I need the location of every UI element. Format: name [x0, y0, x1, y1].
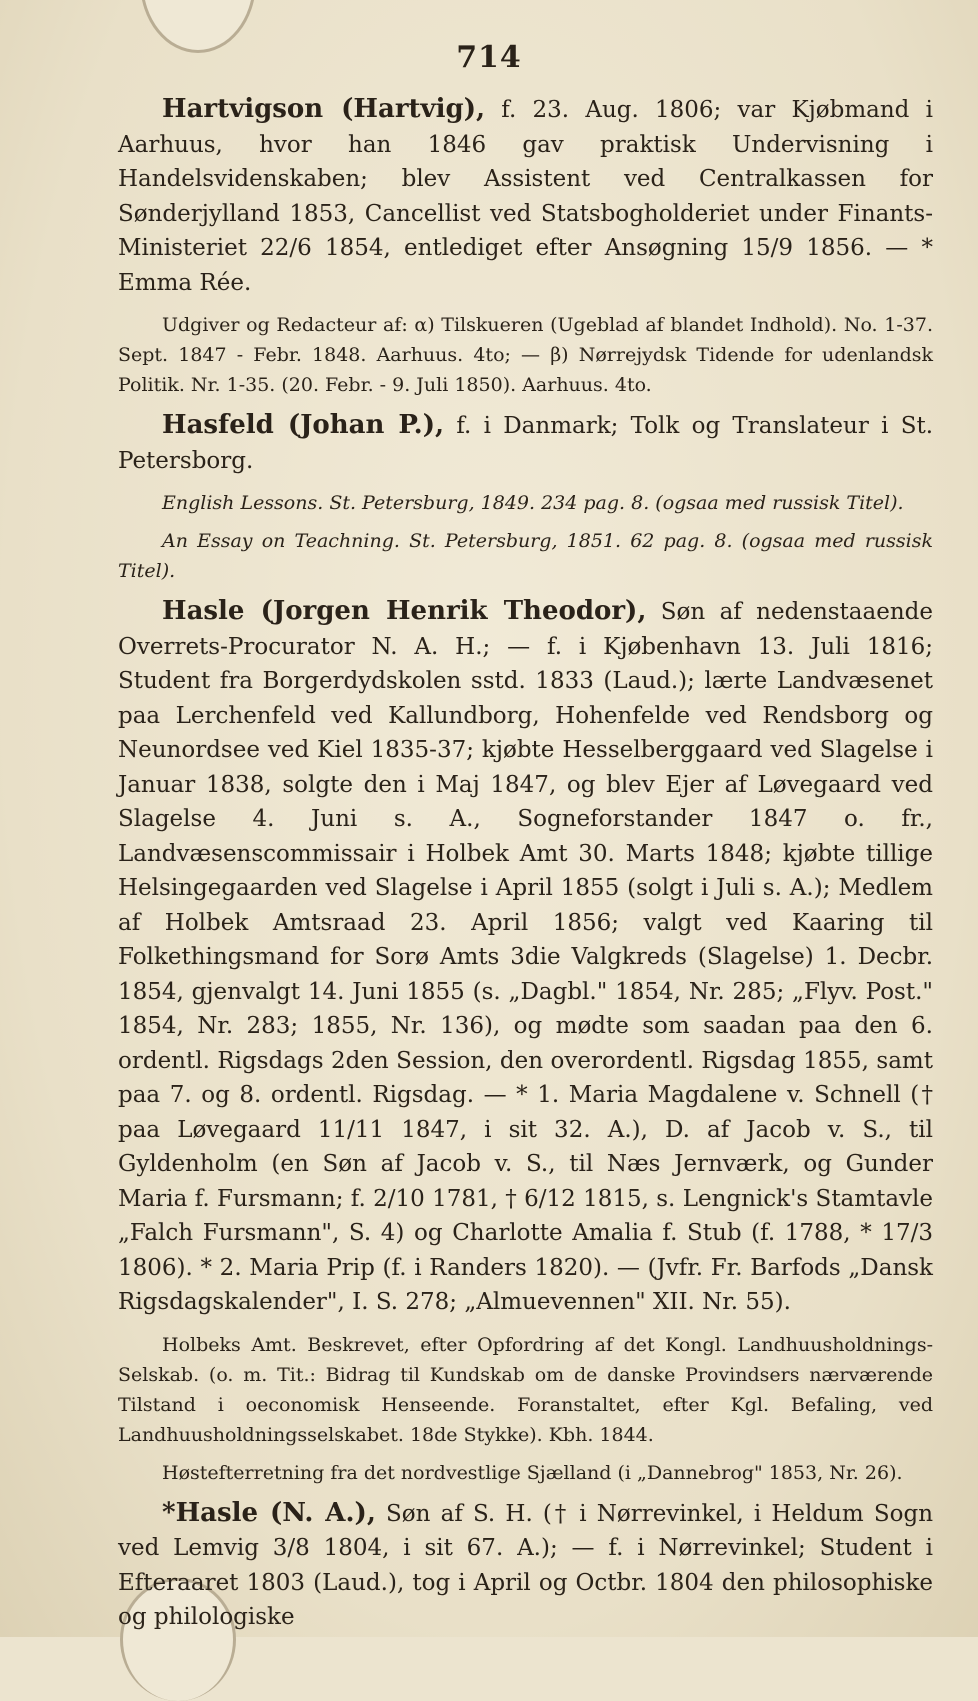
entry-text: f. 23. Aug. 1806; var Kjøbmand i Aarhuus, hvor han 1846 gav praktisk Undervisning i Handelsvidenskaben; blev Assistent ved Centralkassen for Sønderjylland 1853, Cancellist ved Statsbogholderiet under Finants-Ministeriet 22/6 1854, entlediget efter Ansøgning 15/9 1856. — * Emma Rée. — [118, 97, 933, 296]
entry-hasle-na — [118, 1496, 933, 1635]
page-number: 714 — [456, 40, 522, 75]
entry-heading: Hasle (Jorgen Henrik Theodor), — [162, 596, 647, 626]
entry-text: Søn af nedenstaaende Overrets-Procurator N. A. H.; — f. i Kjøbenhavn 13. Juli 1816; Student fra Borgerdydskolen sstd. 1833 (Laud.); lærte Landvæsenet paa Lerchenfeld ved Kallundborg, Hohenfelde ved Rendsborg og Neunordsee ved Kiel 1835-37; kjøbte Hesselberggaard ved Slagelse i Januar 1838, solgte den i Maj 1847, og blev Ejer af Løvegaard ved Slagelse 4. Juni s. A., Sogneforstander 1847 o. fr., Landvæsenscommissair i Holbek Amt 30. Marts 1848; kjøbte tillige Helsingegaarden ved Slagelse i April 1855 (solgt i Juli s. A.); Medlem af Holbek Amtsraad 23. April 1856; valgt ved Kaaring til Folkethingsmand for Sorø Amts 3die Valgkreds (Slagelse) 1. Decbr. 1854, gjenvalgt 14. Juni 1855 (s. „Dagbl." 1854, Nr. 285; „Flyv. Post." 1854, Nr. 283; 1855, Nr. 136), og mødte som saadan paa den 6. ordentl. Rigsdags 2den Session, den overordentl. Rigsdag 1855, samt paa 7. og 8. ordentl. Rigsdag. — * 1. Maria Magdalene v. Schnell († paa Løvegaard 11/11 1847, i sit 32. A.), D. af Jacob v. S., til Gyldenholm (en Søn af Jacob v. S., til Næs Jernværk, og Gunder Maria f. Fursmann; f. 2/10 1781, † 6/12 1815, s. Lengnick's Stamtavle „Falch Fursmann", S. 4) og Charlotte Amalia f. Stub (f. 1788, * 17/3 1806). * 2. Maria Prip (f. i Randers 1820). — (Jvfr. Fr. Barfods „Dansk Rigsdagskalender", I. S. 278; „Almuevennen" XII. Nr. 55). — [118, 599, 933, 1315]
entry-heading: *Hasle (N. A.), — [162, 1497, 376, 1528]
entry-heading: Hartvigson (Hartvig), — [162, 94, 486, 124]
entry-heading: Hasfeld (Johan P.), — [162, 410, 445, 440]
entry-hasle-jorgen — [118, 594, 933, 1320]
entry-work: Holbeks Amt. Beskrevet, efter Opfordring af det Kongl. Landhuusholdnings-Selskab. (o. m. Tit.: Bidrag til Kundskab om de danske Provindsers nærværende Tilstand i oeconomisk Henseende. Foranstaltet, efter Kgl. Befaling, ved Landhuusholdningsselskabet. 18de Stykke). Kbh. 1844. — [118, 1333, 933, 1446]
entry-work: Høstefterretning fra det nordvestlige Sjælland (i „Dannebrog" 1853, Nr. 26). — [162, 1461, 903, 1484]
entry-work: English Lessons. St. Petersburg, 1849. 234 pag. 8. (ogsaa med russisk Titel). — [162, 492, 904, 514]
entry-work: Udgiver og Redacteur af: α) Tilskueren (Ugeblad af blandet Indhold). No. 1-37. Sept. 1847 - Febr. 1848. Aarhuus. 4to; — β) Nørrejydsk Tidende for udenlandsk Politik. Nr. 1-35. (20. Febr. - 9. Juli 1850). Aarhuus. 4to. — [118, 314, 933, 396]
dictionary-column — [118, 92, 933, 1645]
entry-text: Søn af S. H. († i Nørrevinkel, i Heldum Sogn ved Lemvig 3/8 1804, i sit 67. A.); — f. i Nørrevinkel; Student i Efteraaret 1803 (Laud.), tog i April og Octbr. 1804 den philosophiske og philologiske — [118, 1500, 934, 1630]
entry-text: f. i Danmark; Tolk og Translateur i St. Petersborg. — [118, 413, 934, 474]
entry-hasfeld — [118, 408, 933, 478]
entry-hartvigson — [118, 92, 933, 300]
entry-work: An Essay on Teachning. St. Petersburg, 1851. 62 pag. 8. (ogsaa med russisk Titel). — [118, 530, 933, 582]
